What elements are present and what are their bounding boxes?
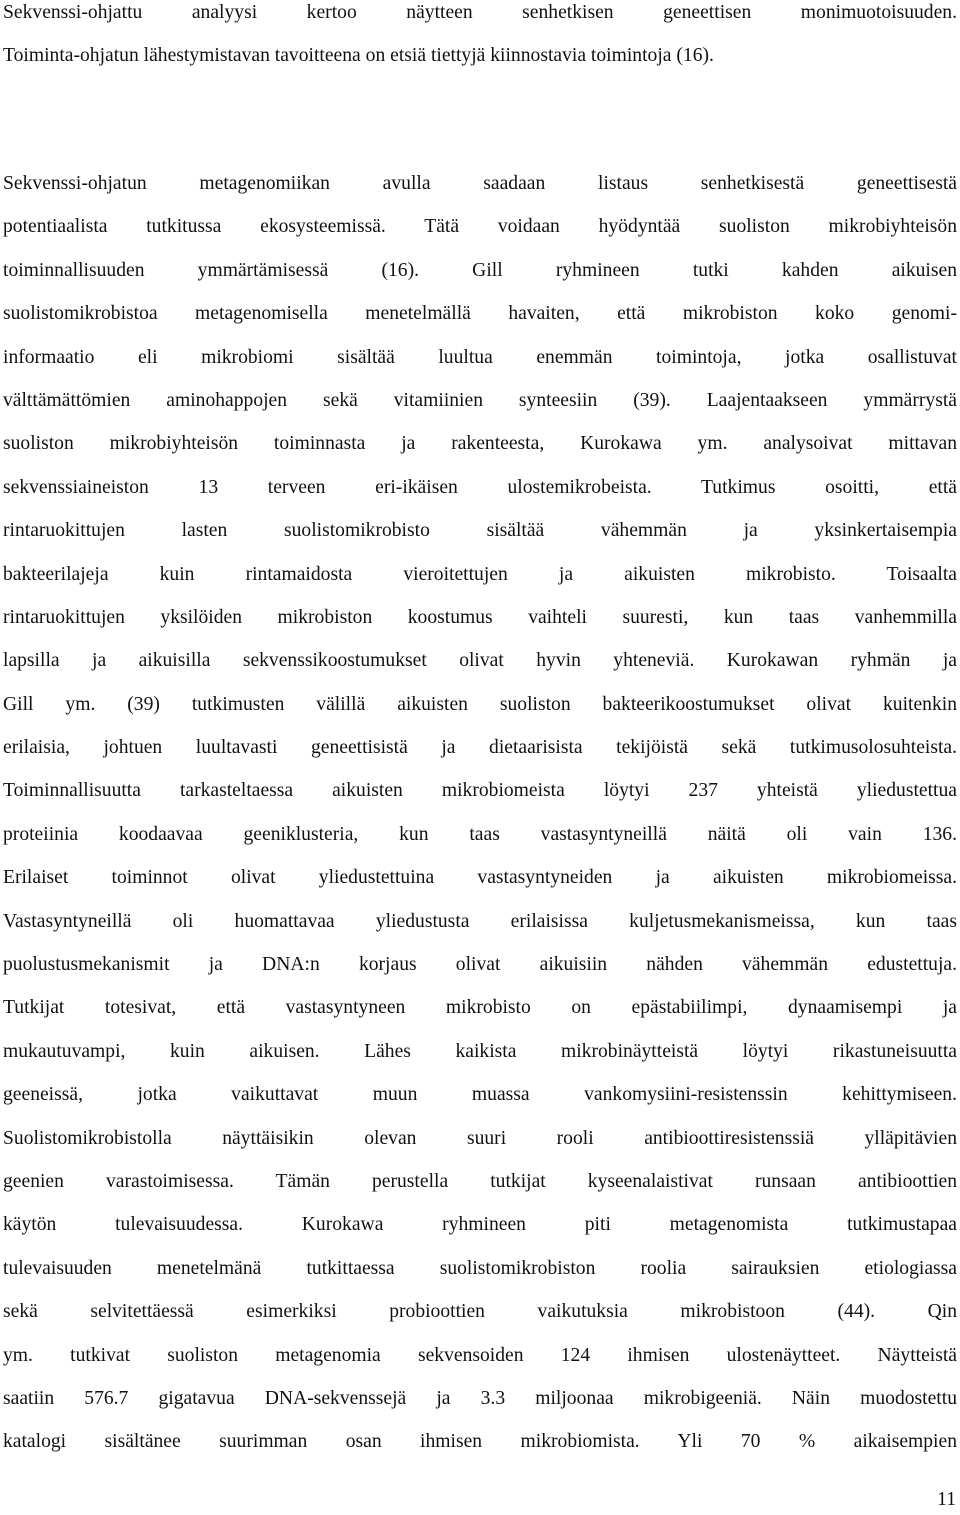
text-line: puolustusmekanismit ja DNA:n korjaus olivat aikuisiin nähden vähemmän edustettuja. bbox=[3, 954, 957, 976]
text-line: Gill ym. (39) tutkimusten välillä aikuisten suoliston bakteerikoostumukset olivat kuitenkin bbox=[3, 693, 957, 715]
text-line: saatiin 576.7 gigatavua DNA-sekvenssejä ja 3.3 miljoonaa mikrobigeeniä. Näin muodostettu bbox=[3, 1387, 957, 1409]
text-line: välttämättömien aminohappojen sekä vitamiinien synteesiin (39). Laajentaakseen ymmärrystä bbox=[3, 389, 957, 411]
text-line: rintaruokittujen yksilöiden mikrobiston koostumus vaihteli suuresti, kun taas vanhemmilla bbox=[3, 606, 957, 628]
text-line: lapsilla ja aikuisilla sekvenssikoostumukset olivat hyvin yhteneviä. Kurokawan ryhmän ja bbox=[3, 650, 957, 672]
text-line: sekä selvitettäessä esimerkiksi probioottien vaikutuksia mikrobistoon (44). Qin bbox=[3, 1301, 957, 1323]
text-line: Suolistomikrobistolla näyttäisikin olevan suuri rooli antibioottiresistenssiä ylläpitävien bbox=[3, 1127, 957, 1149]
paragraph-1 bbox=[3, 0, 957, 85]
text-line: Sekvenssi-ohjattu analyysi kertoo näytteen senhetkisen geneettisen monimuotoisuuden. bbox=[3, 2, 957, 23]
text-line: Erilaiset toiminnot olivat yliedustettuina vastasyntyneiden ja aikuisten mikrobiomeissa. bbox=[3, 867, 957, 889]
text-line: katalogi sisältänee suurimman osan ihmisen mikrobiomista. Yli 70 % aikaisempien bbox=[3, 1431, 957, 1453]
text-line: informaatio eli mikrobiomi sisältää luultua enemmän toimintoja, jotka osallistuvat bbox=[3, 346, 957, 368]
text-line: geenien varastoimisessa. Tämän perustella tutkijat kyseenalaistivat runsaan antibioottien bbox=[3, 1170, 957, 1192]
text-line: ym. tutkivat suoliston metagenomia sekvensoiden 124 ihmisen ulostenäytteet. Näytteistä bbox=[3, 1344, 957, 1366]
paragraph-2 bbox=[3, 169, 957, 1471]
text-line: käytön tulevaisuudessa. Kurokawa ryhmineen piti metagenomista tutkimustapaa bbox=[3, 1214, 957, 1236]
text-line: rintaruokittujen lasten suolistomikrobisto sisältää vähemmän ja yksinkertaisempia bbox=[3, 520, 957, 542]
text-line: geeneissä, jotka vaikuttavat muun muassa vankomysiini-resistenssin kehittymiseen. bbox=[3, 1084, 957, 1106]
text-line: potentiaalista tutkitussa ekosysteemissä. Tätä voidaan hyödyntää suoliston mikrobiyhteisön bbox=[3, 216, 957, 238]
text-line: toiminnallisuuden ymmärtämisessä (16). Gill ryhmineen tutki kahden aikuisen bbox=[3, 259, 957, 281]
text-line: Vastasyntyneillä oli huomattavaa yliedustusta erilaisissa kuljetusmekanismeissa, kun taas bbox=[3, 910, 957, 932]
text-line: Tutkijat totesivat, että vastasyntyneen mikrobisto on epästabiilimpi, dynaamisempi ja bbox=[3, 997, 957, 1019]
text-line: suoliston mikrobiyhteisön toiminnasta ja rakenteesta, Kurokawa ym. analysoivat mittavan bbox=[3, 433, 957, 455]
text-line: bakteerilajeja kuin rintamaidosta vieroitettujen ja aikuisten mikrobisto. Toisaalta bbox=[3, 563, 957, 585]
text-line: sekvenssiaineiston 13 terveen eri-ikäisen ulostemikrobeista. Tutkimus osoitti, että bbox=[3, 476, 957, 498]
text-line: proteiinia koodaavaa geeniklusteria, kun taas vastasyntyneillä näitä oli vain 136. bbox=[3, 823, 957, 845]
text-line: Toiminta-ohjatun lähestymistavan tavoitteena on etsiä tiettyjä kiinnostavia toimintoja (16). bbox=[3, 45, 714, 67]
text-line: Toiminnallisuutta tarkasteltaessa aikuisten mikrobiomeista löytyi 237 yhteistä yliedustettua bbox=[3, 780, 957, 802]
text-line: erilaisia, johtuen luultavasti geneettisistä ja dietaarisista tekijöistä sekä tutkimusolosuhteista. bbox=[3, 737, 957, 759]
text-line: Sekvenssi-ohjatun metagenomiikan avulla saadaan listaus senhetkisestä geneettisestä bbox=[3, 173, 957, 194]
text-line: tulevaisuuden menetelmänä tutkittaessa suolistomikrobiston roolia sairauksien etiologiassa bbox=[3, 1257, 957, 1279]
page-number: 11 bbox=[937, 1489, 956, 1510]
text-line: mukautuvampi, kuin aikuisen. Lähes kaikista mikrobinäytteistä löytyi rikastuneisuutta bbox=[3, 1040, 957, 1062]
text-line: suolistomikrobistoa metagenomisella menetelmällä havaiten, että mikrobiston koko genomi- bbox=[3, 303, 957, 325]
